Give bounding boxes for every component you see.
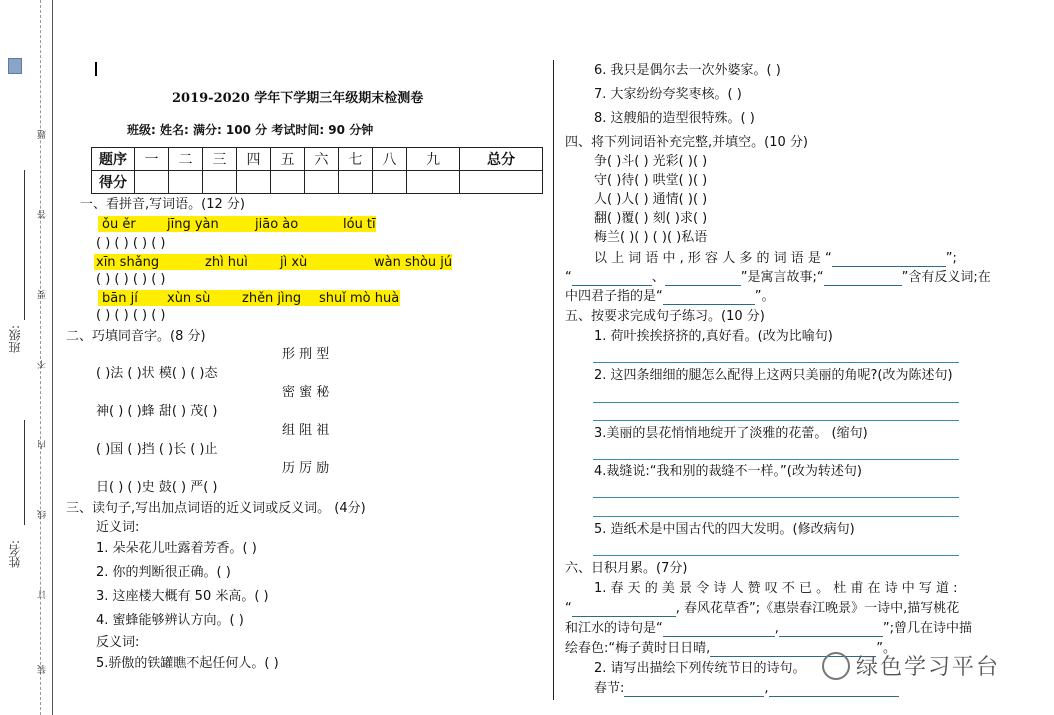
pinyin-2b: zhì huì (205, 255, 248, 270)
answer-line[interactable] (593, 459, 959, 460)
score-cell[interactable] (135, 171, 169, 194)
s4-fill-3-end: ”。 (754, 289, 775, 304)
s1-title: 一、看拼音,写词语。(12 分) (80, 197, 245, 212)
s6-l4a: 绘春色:“梅子黄时日日晴, (565, 641, 711, 656)
s2-chars-a: 形 刑 型 (282, 347, 330, 362)
s2-line-d[interactable]: 日( ) ( )史 鼓( ) 严( ) (96, 480, 218, 495)
score-cell[interactable] (305, 171, 339, 194)
pinyin-3b: xùn sù (167, 291, 211, 306)
s6-l2b: , 春风花草香”;《惠崇春江晚景》一诗中,描写桃花 (675, 601, 960, 616)
score-cell[interactable] (339, 171, 373, 194)
score-table (91, 147, 543, 194)
s4-fill-1: 以 上 词 语 中 , 形 容 人 多 的 词 语 是 “ ”; (594, 251, 957, 266)
score-head-total: 总分 (460, 148, 543, 171)
antonym-label: 反义词: (96, 635, 140, 650)
s6-l3a: 和江水的诗句是“ (565, 621, 663, 636)
score-head-6: 六 (305, 148, 339, 171)
answer-line[interactable] (593, 402, 959, 403)
score-cell[interactable] (203, 171, 237, 194)
score-cell[interactable] (460, 171, 543, 194)
s4-fill-1-text: 以 上 词 语 中 , 形 容 人 多 的 词 语 是 “ (594, 251, 832, 266)
pinyin-1c: jiāo ào (255, 217, 299, 232)
score-head-5: 五 (271, 148, 305, 171)
blank[interactable] (572, 270, 652, 286)
exam-title: 2019-2020 学年下学期三年级期末检测卷 (172, 91, 424, 106)
score-cell[interactable] (373, 171, 407, 194)
answer-line[interactable] (593, 420, 959, 421)
seal-char-3: 不 (38, 360, 48, 369)
item-7[interactable]: 7. 大家纷纷夸奖枣核。( ) (594, 87, 742, 102)
score-head-4: 四 (237, 148, 271, 171)
s4-fill-2 (565, 270, 991, 286)
s4-line-2[interactable]: 守( )待( ) 哄堂( )( ) (594, 173, 708, 188)
s5-title: 五、按要求完成句子练习。(10 分) (565, 309, 765, 324)
s4-fill-2c: ”是寓言故事;“ (740, 270, 824, 285)
pinyin-1a: ǒu ěr (102, 217, 136, 232)
s6-line-4 (565, 641, 896, 657)
blank[interactable] (624, 681, 764, 697)
syn-item-4[interactable]: 4. 蜜蜂能够辨认方向。( ) (96, 613, 244, 628)
blank[interactable] (663, 621, 775, 637)
pinyin-2d: wàn shòu jú (374, 255, 453, 270)
s5-item-4: 4.裁缝说:“我和别的裁缝不一样。”(改为转述句) (594, 464, 862, 479)
s4-fill-3 (565, 289, 775, 305)
exam-info: 班级: 姓名: 满分: 100 分 考试时间: 90 分钟 (127, 123, 374, 137)
score-head-0: 题序 (92, 148, 135, 171)
seal-char-2: 要 (38, 290, 48, 299)
syn-item-3[interactable]: 3. 这座楼大概有 50 米高。( ) (96, 589, 269, 604)
s4-fill-2a: “ (565, 270, 572, 285)
seal-char-5: 线 (38, 510, 48, 519)
answer-line[interactable] (593, 516, 959, 517)
watermark-text: 绿色学习平台 (856, 655, 1001, 680)
pinyin-2c: jì xù (280, 255, 308, 270)
answer-line[interactable] (593, 497, 959, 498)
answer-boxes-2[interactable]: ( ) ( ) ( ) ( ) (96, 272, 166, 287)
s4-fill-2b: 、 (651, 270, 665, 285)
s6-line-5: 2. 请写出描绘下列传统节日的诗句。 (594, 661, 806, 676)
pinyin-3d: shuǐ mò huà (319, 291, 400, 306)
seal-char-4: 内 (38, 440, 48, 449)
answer-boxes-3[interactable]: ( ) ( ) ( ) ( ) (96, 308, 166, 323)
seal-char-7: 装 (38, 665, 48, 674)
s4-title: 四、将下列词语补充完整,并填空。(10 分) (565, 135, 808, 150)
pinyin-1d: lóu tī (343, 217, 376, 232)
s4-line-5[interactable]: 梅兰( )( ) ( )( )私语 (594, 230, 708, 245)
blank[interactable] (779, 621, 883, 637)
document-icon[interactable] (8, 58, 22, 74)
synonym-label: 近义词: (96, 520, 140, 535)
score-cell[interactable] (237, 171, 271, 194)
s2-chars-b: 密 蜜 秘 (282, 385, 330, 400)
answer-line[interactable] (593, 362, 959, 363)
s6-line-1: 1. 春 天 的 美 景 令 诗 人 赞 叹 不 已 。 杜 甫 在 诗 中 写 道 : (594, 581, 958, 596)
s6-l6b: , (764, 681, 769, 696)
blank[interactable] (824, 270, 902, 286)
wechat-logo-icon (822, 652, 850, 680)
score-head-9: 九 (407, 148, 460, 171)
s6-line-2 (565, 601, 959, 617)
s6-l4b: ”。 (876, 641, 896, 656)
score-head-8: 八 (373, 148, 407, 171)
score-head-2: 二 (169, 148, 203, 171)
answer-boxes-1[interactable]: ( ) ( ) ( ) ( ) (96, 236, 166, 251)
s2-chars-c: 组 阻 祖 (282, 423, 330, 438)
ant-item-5[interactable]: 5.骄傲的铁罐瞧不起任何人。( ) (96, 656, 279, 671)
name-label: 姓名: (8, 540, 22, 569)
item-6[interactable]: 6. 我只是偶尔去一次外婆家。( ) (594, 63, 781, 78)
score-cell[interactable] (407, 171, 460, 194)
pinyin-1b: jīng yàn (167, 217, 219, 232)
pinyin-3c: zhěn jìng (242, 291, 302, 306)
s4-line-1[interactable]: 争( )斗( ) 光彩( )( ) (594, 154, 708, 169)
s4-line-3[interactable]: 人( )人( ) 通情( )( ) (594, 192, 708, 207)
score-head-1: 一 (135, 148, 169, 171)
s2-line-c[interactable]: ( )国 ( )挡 ( )长 ( )止 (96, 442, 218, 457)
blank[interactable] (710, 641, 876, 657)
seal-char-0: 题 (38, 130, 48, 139)
s6-l3b: , (774, 621, 779, 636)
s5-item-1: 1. 荷叶挨挨挤挤的,真好看。(改为比喻句) (594, 329, 833, 344)
s2-line-b[interactable]: 神( ) ( )蜂 甜( ) 茂( ) (96, 404, 218, 419)
s5-item-3: 3.美丽的昙花悄悄地绽开了淡雅的花蕾。 (缩句) (594, 426, 868, 441)
s4-line-4[interactable]: 翻( )覆( ) 刻( )求( ) (594, 211, 708, 226)
s6-title: 六、日积月累。(7分) (565, 561, 688, 576)
blank[interactable] (665, 270, 741, 286)
s6-l3c: ”;曾几在诗中描 (882, 621, 973, 636)
s2-line-a[interactable]: ( )法 ( )状 模( ) ( )态 (96, 366, 218, 381)
score-cell[interactable] (169, 171, 203, 194)
class-underline (24, 170, 25, 320)
blank[interactable] (663, 289, 755, 305)
s2-title: 二、巧填同音字。(8 分) (66, 329, 206, 344)
s3-title: 三、读句子,写出加点词语的近义词或反义词。 (4分) (66, 501, 366, 516)
s5-item-5: 5. 造纸术是中国古代的四大发明。(修改病句) (594, 522, 855, 537)
s5-item-2: 2. 这四条细细的腿怎么配得上这两只美丽的角呢?(改为陈述句) (594, 368, 953, 383)
score-cell[interactable] (271, 171, 305, 194)
pinyin-3a: bān jí (102, 291, 138, 306)
blank[interactable] (769, 681, 899, 697)
name-underline (24, 420, 25, 525)
blank[interactable] (832, 251, 946, 267)
s4-fill-3-text: 中四君子指的是“ (565, 289, 663, 304)
answer-line[interactable] (593, 555, 959, 556)
class-label: 班级: (8, 325, 22, 354)
column-divider (553, 60, 554, 700)
binding-gutter (0, 0, 58, 715)
s2-chars-d: 历 厉 励 (282, 461, 330, 476)
seal-char-6: 订 (38, 590, 48, 599)
pinyin-highlight-1 (98, 216, 376, 232)
score-head-3: 三 (203, 148, 237, 171)
syn-item-1[interactable]: 1. 朵朵花儿吐露着芳香。( ) (96, 541, 257, 556)
item-8[interactable]: 8. 这艘船的造型很特殊。( ) (594, 111, 755, 126)
pinyin-2a: xīn shǎng (96, 255, 160, 270)
s6-line-6 (594, 681, 899, 697)
syn-item-2[interactable]: 2. 你的判断很正确。( ) (96, 565, 231, 580)
s6-line-3 (565, 621, 972, 637)
dashed-binding-line (40, 0, 42, 715)
s6-l2a: “ (565, 601, 572, 616)
seal-char-1: 答 (38, 210, 48, 219)
margin-line (52, 0, 53, 715)
blank[interactable] (572, 601, 676, 617)
s4-fill-2d: ”含有反义词;在 (901, 270, 991, 285)
score-head-7: 七 (339, 148, 373, 171)
s6-l6a: 春节: (594, 681, 625, 696)
text-cursor (95, 62, 97, 76)
score-row-label: 得分 (92, 171, 135, 194)
